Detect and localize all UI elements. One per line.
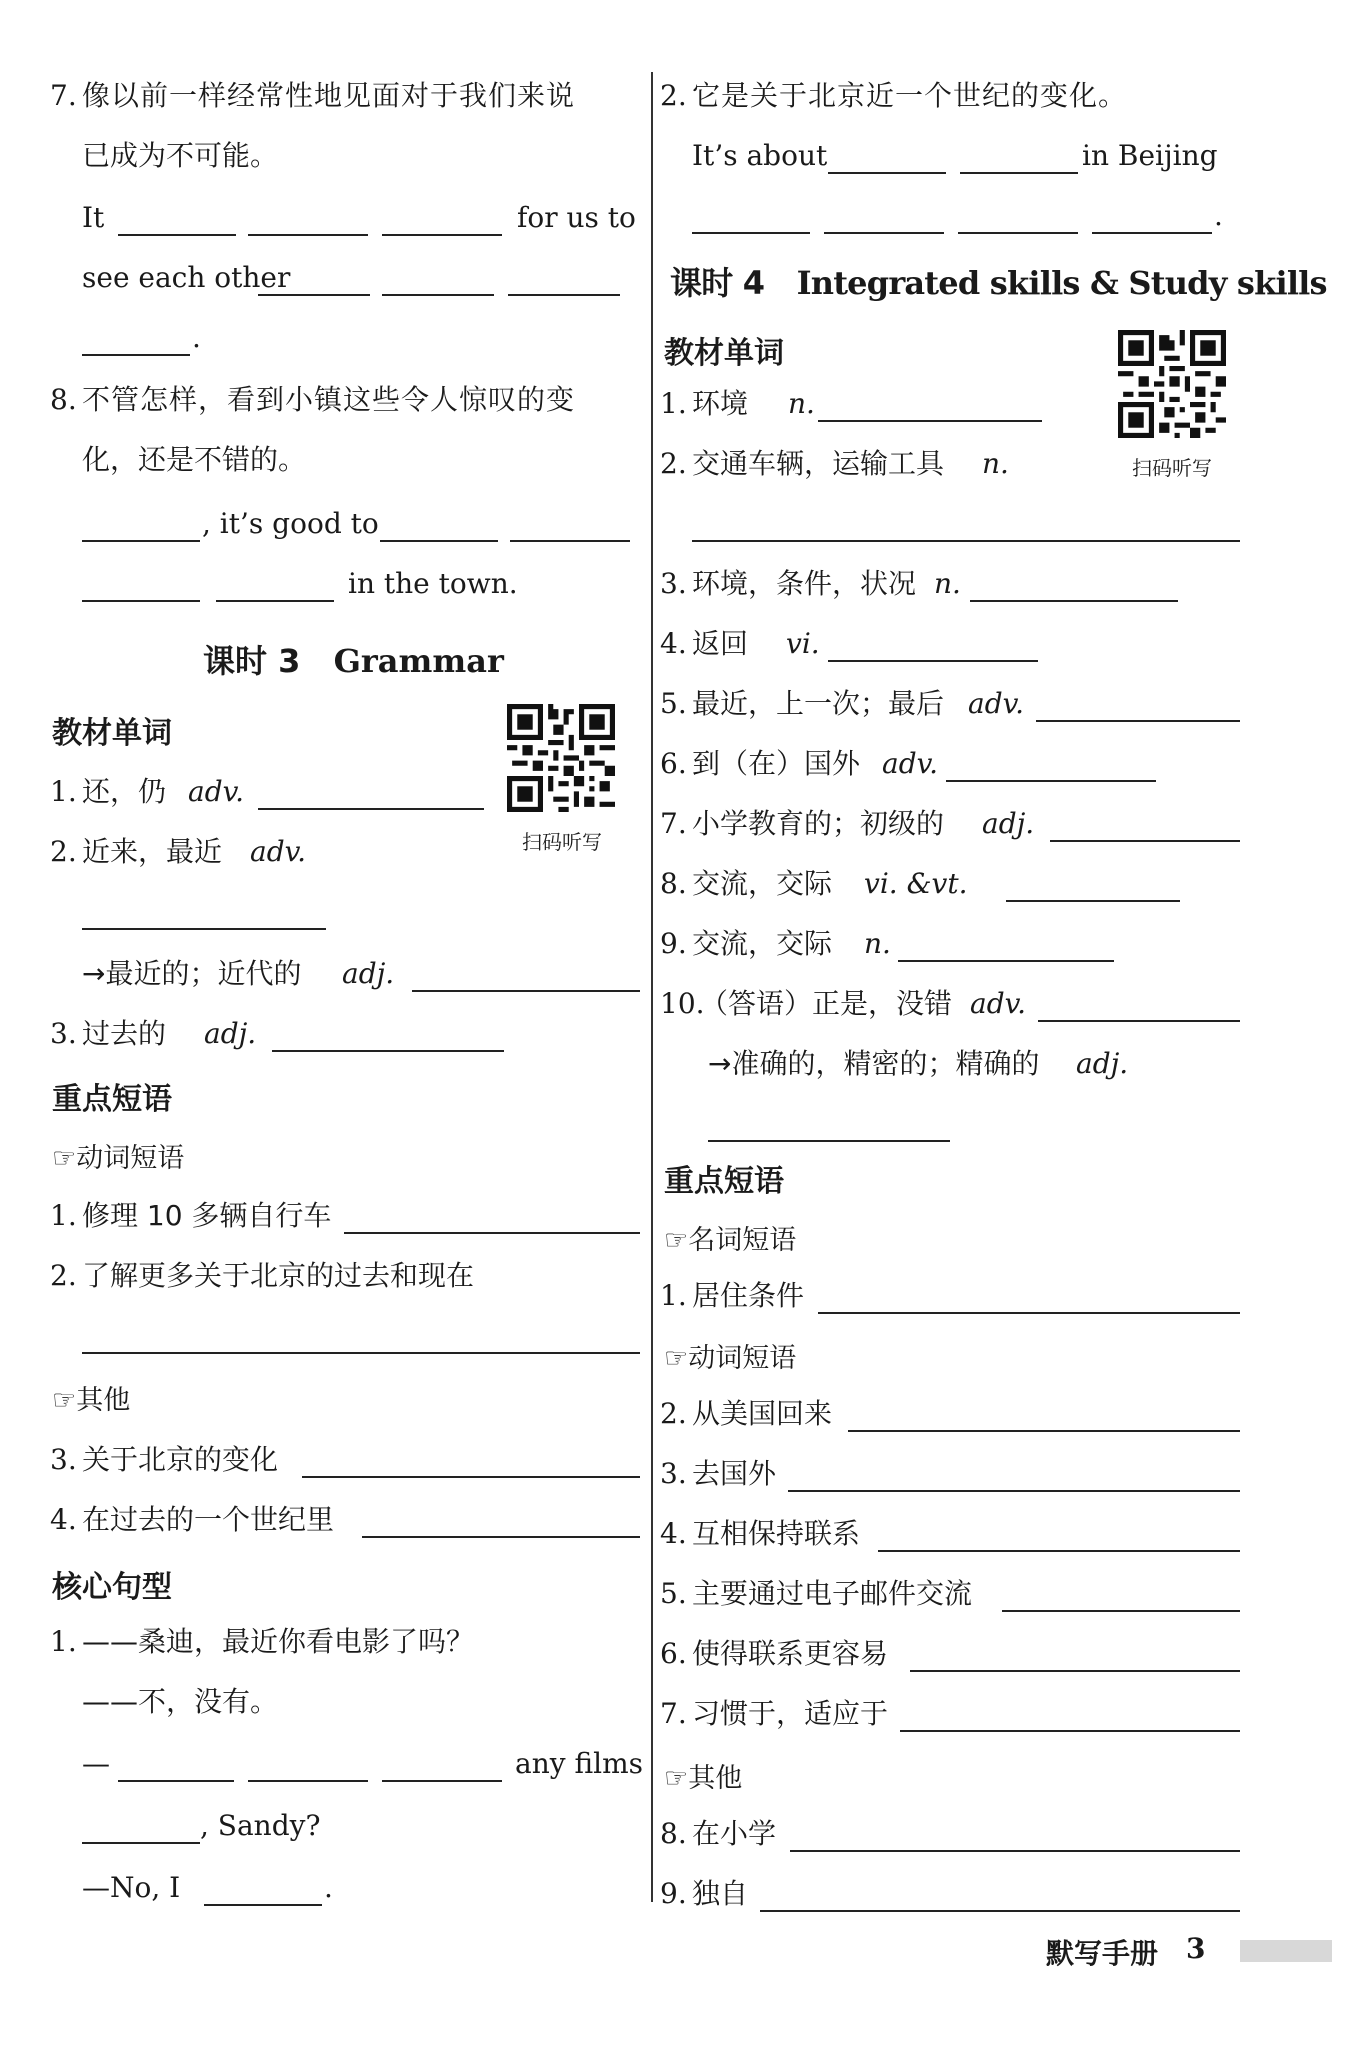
left-word2b-pos: adj. (342, 957, 395, 990)
left-word1-number: 1. (50, 775, 77, 808)
right-phrase2-chinese: 从美国回来 (692, 1397, 833, 1430)
right-verb-phrases-label: ☞动词短语 (664, 1343, 797, 1374)
q8-chinese-line1: 不管怎样，看到小镇这些令人惊叹的变 (82, 383, 576, 416)
q7-text-it: It (82, 201, 105, 234)
left-phrase1-blank[interactable] (344, 1232, 640, 1234)
right-word4-blank[interactable] (828, 660, 1038, 662)
left-word2-pos: adv. (250, 835, 307, 868)
rq2-blank-5[interactable] (958, 232, 1078, 234)
s1-answer-chinese: ——不，没有。 (82, 1685, 279, 1718)
right-word6-pos: adv. (882, 747, 939, 780)
right-phrase7-chinese: 习惯于，适应于 (692, 1697, 889, 1730)
right-word10-pos: adv. (970, 987, 1027, 1020)
right-phrase9-number: 9. (660, 1877, 687, 1910)
right-phrase5-number: 5. (660, 1577, 687, 1610)
q7-blank-2[interactable] (248, 234, 368, 236)
right-word9-number: 9. (660, 927, 687, 960)
q7-blank-7[interactable] (82, 354, 190, 356)
left-phrase4-blank[interactable] (362, 1536, 640, 1538)
right-word6-number: 6. (660, 747, 687, 780)
right-word8-number: 8. (660, 867, 687, 900)
right-word7-pos: adj. (982, 807, 1035, 840)
left-word3-pos: adj. (204, 1017, 257, 1050)
right-phrases-heading: 重点短语 (664, 1164, 784, 1199)
left-word1-chinese: 还，仍 (82, 775, 167, 808)
right-qr-caption: 扫码听写 (1132, 456, 1212, 480)
q7-blank-3[interactable] (382, 234, 502, 236)
right-phrase5-chinese: 主要通过电子邮件交流 (692, 1577, 973, 1610)
left-word2b-chinese: →最近的；近代的 (82, 957, 302, 990)
right-word10b-blank[interactable] (708, 1140, 950, 1142)
lesson4-heading (670, 258, 1327, 304)
right-word3-chinese: 环境，条件，状况 (692, 567, 917, 600)
right-phrase4-chinese: 互相保持联系 (692, 1517, 861, 1550)
right-word5-pos: adv. (968, 687, 1025, 720)
lesson4-label: 课时 4 (670, 264, 765, 302)
right-word9-blank[interactable] (898, 960, 1114, 962)
right-word9-chinese: 交流，交际 (692, 927, 833, 960)
lesson3-label: 课时 3 (203, 642, 301, 680)
right-phrase1-number: 1. (660, 1279, 687, 1312)
right-word7-blank[interactable] (1050, 840, 1240, 842)
right-word7-chinese: 小学教育的；初级的 (692, 807, 945, 840)
right-word3-pos: n. (934, 567, 961, 600)
column-divider (651, 72, 653, 1902)
rq2-text-in-beijing: in Beijing (1082, 139, 1218, 172)
q7-blank-1[interactable] (118, 234, 236, 236)
left-word1-pos: adv. (188, 775, 245, 808)
left-phrase2-chinese: 了解更多关于北京的过去和现在 (82, 1259, 475, 1292)
right-word3-number: 3. (660, 567, 687, 600)
right-word5-number: 5. (660, 687, 687, 720)
rq2-text-its-about: It’s about (692, 139, 828, 172)
left-words-heading: 教材单词 (52, 716, 172, 751)
q8-blank-2[interactable] (380, 540, 498, 542)
q8-blank-1[interactable] (82, 540, 200, 542)
lesson3-title: Grammar (333, 642, 504, 680)
rq2-blank-1[interactable] (828, 172, 946, 174)
s1-blank-1[interactable] (118, 1780, 234, 1782)
qr-code-icon (1118, 330, 1226, 438)
left-phrase2-number: 2. (50, 1259, 77, 1292)
q7-blank-4[interactable] (258, 294, 370, 296)
left-qr-caption: 扫码听写 (522, 830, 602, 854)
q7-blank-6[interactable] (508, 294, 620, 296)
right-phrase8-blank[interactable] (790, 1850, 1240, 1852)
s1-text-any-films: any films (515, 1747, 643, 1780)
q8-blank-5[interactable] (216, 600, 334, 602)
q8-text-good-to: , it’s good to (202, 507, 379, 540)
left-phrase1-chinese: 修理 10 多辆自行车 (82, 1199, 332, 1232)
s1-text-sandy: , Sandy? (200, 1809, 321, 1842)
q7-period: . (192, 321, 201, 354)
q8-chinese-line2: 化，还是不错的。 (82, 443, 307, 476)
rq2-blank-4[interactable] (824, 232, 944, 234)
s1-period: . (324, 1871, 333, 1904)
s1-text-no-i: —No, I (82, 1871, 181, 1904)
left-phrase3-chinese: 关于北京的变化 (82, 1443, 279, 1476)
s1-dash: — (82, 1747, 110, 1780)
right-word1-blank[interactable] (818, 420, 1042, 422)
q7-number: 7. (50, 79, 77, 112)
right-word9-pos: n. (864, 927, 891, 960)
s1-blank-2[interactable] (248, 1780, 368, 1782)
left-word2b-blank[interactable] (412, 990, 640, 992)
left-word2-number: 2. (50, 835, 77, 868)
right-phrase6-number: 6. (660, 1637, 687, 1670)
left-phrases-heading: 重点短语 (52, 1082, 172, 1117)
rq2-number: 2. (660, 79, 687, 112)
right-word4-pos: vi. (786, 627, 820, 660)
right-word6-blank[interactable] (946, 780, 1156, 782)
right-word8-blank[interactable] (1006, 900, 1180, 902)
right-word1-pos: n. (788, 387, 815, 420)
q8-blank-4[interactable] (82, 600, 200, 602)
right-phrase9-chinese: 独自 (692, 1877, 749, 1910)
q7-chinese-line1: 像以前一样经常性地见面对于我们来说 (82, 79, 576, 112)
s1-blank-4[interactable] (82, 1842, 200, 1844)
right-word10-blank[interactable] (1038, 1020, 1240, 1022)
rq2-blank-2[interactable] (960, 172, 1078, 174)
right-word1-chinese: 环境 (692, 387, 749, 420)
left-word3-chinese: 过去的 (82, 1017, 167, 1050)
q8-text-in-town: in the town. (348, 567, 518, 600)
q7-blank-5[interactable] (382, 294, 494, 296)
left-phrase3-blank[interactable] (302, 1476, 640, 1478)
right-word2-chinese: 交通车辆，运输工具 (692, 447, 945, 480)
right-phrase1-blank[interactable] (818, 1312, 1240, 1314)
right-word5-chinese: 最近，上一次；最后 (692, 687, 945, 720)
right-word4-chinese: 返回 (692, 627, 749, 660)
right-word10b-pos: adj. (1076, 1047, 1129, 1080)
right-phrase3-chinese: 去国外 (692, 1457, 777, 1490)
rq2-chinese: 它是关于北京近一个世纪的变化。 (692, 79, 1128, 112)
s1-blank-3[interactable] (382, 1780, 502, 1782)
q7-chinese-line2: 已成为不可能。 (82, 139, 279, 172)
right-phrase5-blank[interactable] (1002, 1610, 1240, 1612)
right-word2-pos: n. (982, 447, 1009, 480)
left-phrase1-number: 1. (50, 1199, 77, 1232)
s1-question-chinese: ——桑迪，最近你看电影了吗？ (82, 1625, 475, 1658)
left-word3-blank[interactable] (272, 1050, 504, 1052)
left-other-label: ☞其他 (52, 1385, 131, 1416)
s1-number: 1. (50, 1625, 77, 1658)
right-phrase8-chinese: 在小学 (692, 1817, 777, 1850)
right-phrase2-blank[interactable] (848, 1430, 1240, 1432)
right-word2-blank[interactable] (692, 540, 1240, 542)
right-word3-blank[interactable] (970, 600, 1178, 602)
right-word4-number: 4. (660, 627, 687, 660)
right-other-label: ☞其他 (664, 1763, 743, 1794)
left-word1-blank[interactable] (258, 808, 484, 810)
page-number: 3 (1186, 1932, 1206, 1965)
s1-blank-5[interactable] (204, 1904, 322, 1906)
right-phrase8-number: 8. (660, 1817, 687, 1850)
right-word10-number: 10. (660, 987, 705, 1020)
left-verb-phrases-label: ☞动词短语 (52, 1143, 185, 1174)
right-word8-pos: vi. &vt. (864, 867, 968, 900)
right-word10b-chinese: →准确的，精密的；精确的 (708, 1047, 1040, 1080)
rq2-blank-3[interactable] (692, 232, 810, 234)
right-word10-chinese: （答语）正是，没错 (700, 987, 953, 1020)
lesson4-title: Integrated skills & Study skills (796, 264, 1327, 302)
q7-text-see-each-other: see each other (82, 261, 291, 294)
left-phrase2-blank[interactable] (82, 1352, 640, 1354)
right-word8-chinese: 交流，交际 (692, 867, 833, 900)
left-word2-blank[interactable] (82, 928, 326, 930)
left-word3-number: 3. (50, 1017, 77, 1050)
q7-text-for-us-to: for us to (517, 201, 636, 234)
lesson3-heading (203, 636, 504, 682)
right-phrase4-blank[interactable] (878, 1550, 1240, 1552)
rq2-period: . (1214, 199, 1223, 232)
q8-blank-3[interactable] (510, 540, 630, 542)
right-phrase3-number: 3. (660, 1457, 687, 1490)
right-word5-blank[interactable] (1036, 720, 1240, 722)
right-phrase7-blank[interactable] (900, 1730, 1240, 1732)
right-phrase9-blank[interactable] (760, 1910, 1240, 1912)
right-word1-number: 1. (660, 387, 687, 420)
right-phrase6-blank[interactable] (910, 1670, 1240, 1672)
right-phrase7-number: 7. (660, 1697, 687, 1730)
qr-code-icon (507, 704, 615, 812)
right-phrase1-chinese: 居住条件 (692, 1279, 805, 1312)
right-phrase4-number: 4. (660, 1517, 687, 1550)
right-noun-phrases-label: ☞名词短语 (664, 1225, 797, 1256)
left-phrase4-chinese: 在过去的一个世纪里 (82, 1503, 335, 1536)
left-phrase4-number: 4. (50, 1503, 77, 1536)
right-word6-chinese: 到（在）国外 (692, 747, 861, 780)
right-word2-number: 2. (660, 447, 687, 480)
right-word7-number: 7. (660, 807, 687, 840)
right-phrase2-number: 2. (660, 1397, 687, 1430)
right-phrase3-blank[interactable] (788, 1490, 1240, 1492)
left-sentences-heading: 核心句型 (52, 1570, 172, 1605)
q8-number: 8. (50, 383, 77, 416)
footer-bar (1240, 1940, 1332, 1962)
footer-title: 默写手册 (1046, 1937, 1159, 1970)
right-words-heading: 教材单词 (664, 336, 784, 371)
right-phrase6-chinese: 使得联系更容易 (692, 1637, 889, 1670)
left-phrase3-number: 3. (50, 1443, 77, 1476)
rq2-blank-6[interactable] (1092, 232, 1212, 234)
left-word2-chinese: 近来，最近 (82, 835, 223, 868)
